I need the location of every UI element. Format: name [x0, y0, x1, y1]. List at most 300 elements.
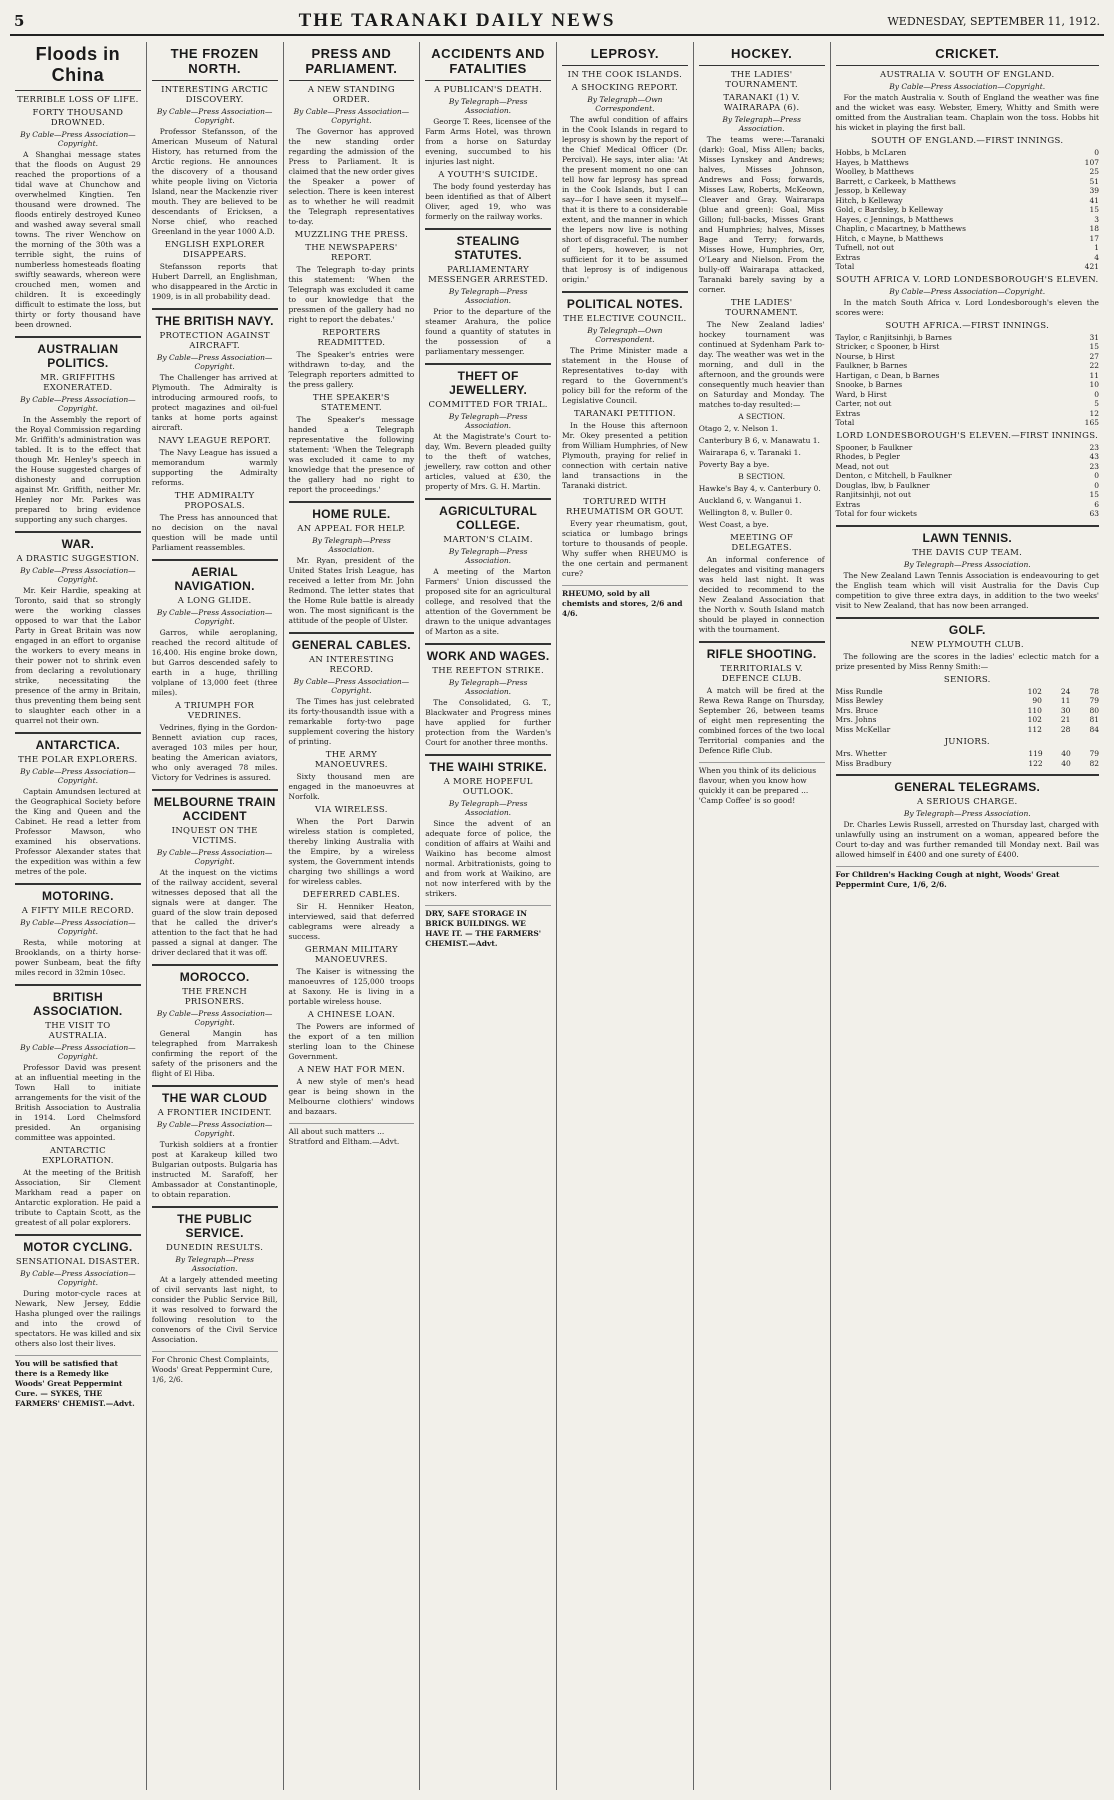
byline: By Cable—Press Association—Copyright. — [20, 1269, 136, 1287]
section-heading: MOTORING. — [15, 883, 141, 903]
article-body: At the meeting of the British Association, Sir Clement Markham read a paper on Antarctic exploration. He paid a tribute to Captain Scott, as the greatest of all polar explorers. — [15, 1168, 141, 1227]
article-train-accident — [152, 789, 278, 958]
score-name: Hayes, c Jennings, b Matthews — [835, 214, 954, 224]
article-australian-politics — [15, 336, 141, 525]
article-aerial-navigation — [152, 559, 278, 783]
score-name: Mrs. Whetter — [835, 749, 887, 758]
section-heading: BRITISH ASSOCIATION. — [15, 984, 141, 1018]
score-value: 40 — [1061, 749, 1071, 758]
score-row — [836, 234, 1100, 244]
article-body: For the match Australia v. South of England the weather was fine and the wicket was easy. Webster, Emery, Whitty and Smith were omitted from the Australian team. Chaplain won the toss. Hobbs hit his wicket in playing the first ball. — [835, 93, 1099, 132]
article-body: The teams were:—Taranaki (dark): Goal, Miss Allen; backs, Misses Lynskey and Andrews; halves, Misses Johnson, Andrews and Foss; forwards, Misses Law, Roberts, McKeown, Cleaver and Gray. Wairarapa (blue and green): Goal, Miss Gillon; full-backs, Misses Grant and Humphries; halves, Misses Bage and Terry; forwards, Misses Howe, Humphries, Orr, O'Leary and Nielson. From the bully-off Wairarapa attacked, Taranaki barely saving by a corner. — [698, 135, 825, 294]
article-body: A match will be fired at the Rewa Rewa Range on Thursday, September 26, between teams of eight men representing the combined forces of the two local Territorial companies and the Defence Rifle Club. — [698, 686, 825, 755]
advertisement: For Children's Hacking Cough at night, Woods' Great Peppermint Cure, 1/6, 2/6. — [836, 866, 1100, 890]
score-row — [836, 481, 1100, 491]
section-heading: MOROCCO. — [152, 964, 278, 984]
score-name: Hayes, b Matthews — [835, 157, 909, 167]
score-value: 102 — [1027, 715, 1042, 724]
score-value: 22 — [1089, 361, 1099, 370]
score-row — [836, 725, 1100, 735]
score-value: 90 — [1032, 696, 1042, 705]
column-heading: LEPROSY. — [562, 42, 688, 66]
score-name: Gold, c Bardsley, b Kelleway — [835, 205, 944, 214]
article-british-association — [15, 984, 141, 1228]
section-heading: THE BRITISH NAVY. — [152, 308, 278, 328]
scorecard-title: LORD LONDESBOROUGH'S ELEVEN.—FIRST INNINGS. — [836, 430, 1099, 441]
section-heading: AGRICULTURAL COLLEGE. — [425, 498, 551, 532]
subheading: MR. GRIFFITHS EXONERATED. — [40, 373, 116, 393]
section-heading: ANTARCTICA. — [15, 732, 141, 752]
article-hockey — [699, 70, 825, 635]
score-row — [836, 215, 1100, 225]
results-list — [699, 412, 825, 530]
score-value: 15 — [1089, 490, 1099, 499]
score-name: Hobbs, b McLaren — [835, 148, 907, 157]
score-name: Denton, c Mitchell, b Faulkner — [835, 471, 952, 480]
article-body: The New Zealand ladies' hockey tournament was continued at Sydenham Park to-day. The weather was wet in the morning, and dull in the afternoon, and the grounds were consequently much heavier than on Saturday and Monday. The matches to-day resulted:— — [698, 320, 825, 409]
subheading: A NEW STANDING ORDER. — [307, 85, 395, 105]
subheading: A YOUTH'S SUICIDE. — [438, 170, 539, 180]
section-heading: WAR. — [15, 531, 141, 551]
subheading: A CHINESE LOAN. — [307, 1010, 396, 1020]
section-heading: MELBOURNE TRAIN ACCIDENT — [152, 789, 278, 823]
article-body: The Governor has approved the new standing order regarding the admission of the Press to Parliament. It is claimed that the new order gives the Speaker a power of selection. There is keen interest as to whether he will readmit the Telegraph representatives to-day. — [288, 127, 415, 226]
subheading: A PUBLICAN'S DEATH. — [434, 85, 543, 95]
byline: By Cable—Press Association—Copyright. — [156, 1009, 273, 1027]
article-body: George T. Rees, licensee of the Farm Arms Hotel, was thrown from a horse on Saturday evening, succumbed to his injuries last night. — [425, 117, 551, 166]
article-body: Mr. Ryan, president of the United States Irish League, has received a letter from Mr. John Redmond. The letter states that the Home Rule battle is already won. The most significant is the attitude of the people of Ulster. — [288, 556, 415, 625]
score-value: 15 — [1089, 342, 1099, 351]
article-body: The Press has announced that no decision on the naval question will be made until Parliament reassembles. — [151, 513, 278, 552]
subheading: MARTON'S CLAIM. — [443, 535, 533, 545]
score-value: 43 — [1089, 452, 1099, 461]
score-value: 107 — [1084, 157, 1099, 167]
byline: By Telegraph—Press Association. — [448, 799, 528, 817]
byline: By Telegraph—Press Association. — [903, 809, 1031, 818]
score-row — [836, 500, 1100, 510]
result-line: Poverty Bay a bye. — [698, 460, 770, 469]
byline: By Cable—Press Association—Copyright. — [156, 353, 273, 371]
score-value: 21 — [1060, 715, 1071, 724]
golf-scores-table — [836, 687, 1100, 735]
advertisement: You will be satisfied that there is a Remedy like Woods' Great Peppermint Cure. — SYKES, THE FARMERS' CHEMIST.—Advt. — [15, 1355, 141, 1409]
byline: By Telegraph—Own Correspondent. — [587, 326, 663, 344]
score-row — [836, 333, 1100, 343]
score-value: 25 — [1089, 167, 1099, 176]
score-value: 82 — [1089, 758, 1099, 768]
score-name: Mrs. Bruce — [835, 705, 878, 715]
score-row — [836, 262, 1100, 272]
score-name: Ranjitsinhji, not out — [835, 490, 911, 499]
masthead — [10, 8, 1104, 36]
score-row — [836, 490, 1100, 500]
section-heading: THE PUBLIC SERVICE. — [152, 1206, 278, 1240]
article-body: At the inquest on the victims of the railway accident, several witnesses deposed that all the signals were at danger. The guard of the slow train deposed that he called the driver's attention to the fact that he had passed a signal at danger. The driver declared that it was off. — [151, 868, 278, 957]
article-body: The Powers are informed of the export of a ten million sterling loan to the Chinese Government. — [288, 1022, 415, 1061]
section-heading: STEALING STATUTES. — [425, 228, 551, 262]
score-name: Hitch, b Kelleway — [835, 195, 903, 205]
score-row — [836, 409, 1100, 419]
byline: By Cable—Press Association—Copyright. — [889, 286, 1046, 296]
article-frozen-north — [152, 85, 278, 302]
article-body: Garros, while aeroplaning, reached the record altitude of 16,400. His engine broke down, but Garros descended safely to earth in a huge, thrilling volplane of 13,000 feet (three miles). — [151, 628, 278, 697]
article-antarctica — [15, 732, 141, 877]
score-row — [836, 462, 1100, 472]
subheading: AN APPEAL FOR HELP. — [297, 524, 406, 534]
score-value: 11 — [1060, 696, 1071, 705]
score-row — [836, 443, 1100, 453]
column-heading: HOCKEY. — [699, 42, 825, 66]
score-row — [836, 390, 1100, 400]
article-morocco — [152, 964, 278, 1079]
score-value: 79 — [1089, 749, 1099, 758]
score-row — [836, 224, 1100, 234]
section-heading: THEFT OF JEWELLERY. — [425, 363, 551, 397]
advertisement: All about such matters ... Stratford and Eltham.—Advt. — [289, 1123, 415, 1147]
score-value: 12 — [1089, 408, 1099, 418]
scorecard-title: SOUTH AFRICA.—FIRST INNINGS. — [885, 320, 1050, 331]
score-value: 27 — [1089, 351, 1099, 361]
result-line: B SECTION. — [738, 472, 786, 481]
score-value: 5 — [1094, 399, 1099, 408]
score-value: 18 — [1089, 224, 1099, 233]
subheading: TERRIBLE LOSS OF LIFE. — [17, 95, 139, 105]
score-name: Miss Bradbury — [835, 758, 892, 768]
score-value: 51 — [1089, 176, 1099, 186]
subheading: AUSTRALIA V. SOUTH OF ENGLAND. — [880, 70, 1055, 80]
subheading: THE FRENCH PRISONERS. — [182, 987, 248, 1007]
byline: By Telegraph—Press Association. — [448, 412, 528, 430]
score-value: 28 — [1060, 724, 1071, 734]
subheading: ANTARCTIC EXPLORATION. — [41, 1146, 114, 1166]
article-body: The New Zealand Lawn Tennis Association is endeavouring to get the English team which will visit Australia for the Davis Cup competition to give three extra days, in addition to the two weeks' visit to New Zealand, that has now been arranged. — [835, 570, 1099, 610]
article-body: When the Port Darwin wireless station is completed, thereby linking Australia with the Empire, by a wireless system, the Government intends charging two shillings a word for wireless cables. — [288, 817, 415, 886]
subheading: THE LADIES' TOURNAMENT. — [725, 70, 798, 90]
subheading: PROTECTION AGAINST AIRCRAFT. — [159, 331, 270, 351]
score-name: Hartigan, c Dean, b Barnes — [835, 370, 940, 380]
subheading: THE ARMY MANOEUVRES. — [314, 750, 388, 770]
score-name: Mrs. Johns — [835, 715, 877, 724]
article-general-telegrams — [836, 774, 1100, 860]
score-value: 78 — [1089, 686, 1099, 696]
score-name: Faulkner, b Barnes — [835, 361, 908, 370]
article-motoring — [15, 883, 141, 978]
score-row — [836, 177, 1100, 187]
score-value: 23 — [1089, 461, 1099, 471]
score-row — [836, 186, 1100, 196]
section-heading: THE WAIHI STRIKE. — [425, 754, 551, 774]
score-row — [836, 380, 1100, 390]
score-value: 0 — [1094, 389, 1099, 399]
article-body: Resta, while motoring at Brooklands, on a thirty horse-power Sunbeam, beat the fifty miles record in 32min 10sec. — [15, 938, 141, 977]
section-heading: LAWN TENNIS. — [836, 525, 1100, 545]
score-name: Carter, not out — [835, 399, 892, 408]
article-body: An informal conference of delegates and visiting managers was held last night. It was decided to recommend to the New Zealand Association that the North v. South Island match should be played in connection with the tournament. — [698, 555, 825, 634]
subheading: VIA WIRELESS. — [315, 805, 388, 815]
subheading: INTERESTING ARCTIC DISCOVERY. — [161, 85, 269, 105]
result-line: West Coast, a bye. — [698, 520, 769, 529]
score-value: 122 — [1028, 758, 1043, 768]
article-body: Captain Amundsen lectured at the Geographical Society before the King and Queen and the Cabinet. He read a letter from Professor Mawson, who examined his observations. Professor Alexander states that the expedition was within a few metres of the pole. — [15, 787, 141, 876]
article-general-cables — [289, 632, 415, 1117]
subheading: A MORE HOPEFUL OUTLOOK. — [443, 777, 533, 797]
subheading: AN INTERESTING RECORD. — [308, 655, 394, 675]
article-agricultural-college — [425, 498, 551, 637]
article-body: The Speaker's entries were withdrawn to-day, and the Telegraph reporters admitted to the press gallery. — [288, 350, 415, 389]
page-number: 5 — [14, 12, 25, 30]
score-value: 84 — [1089, 724, 1099, 734]
article-body: The Consolidated, G. T., Blackwater and Progress mines have applied for further protection from the Warden's Court for another three months. — [425, 698, 551, 747]
article-lawn-tennis — [836, 525, 1100, 611]
article-body: During motor-cycle races at Newark, New Jersey, Eddie Hasha plunged over the railings and into the crowd of spectators. He was killed and six others also lost their lives. — [15, 1289, 141, 1348]
article-body: Vedrines, flying in the Gordon-Bennett aviation cup races, averaged 103 miles per hour, beating the American aviators, who only averaged 78 miles. Victory for Vedrines is assured. — [151, 723, 278, 782]
byline: By Telegraph—Press Association. — [448, 97, 528, 115]
score-name: Barrett, c Carkeek, b Matthews — [835, 176, 956, 186]
byline: By Cable—Press Association—Copyright. — [156, 107, 273, 125]
subheading: SENSATIONAL DISASTER. — [15, 1257, 140, 1267]
advertisement: When you think of its delicious flavour, when you know how quickly it can be prepared ... 'Camp Coffee' is so good! — [699, 762, 825, 806]
byline: By Cable—Press Association—Copyright. — [20, 566, 136, 584]
subheading: THE VISIT TO AUSTRALIA. — [45, 1021, 111, 1041]
byline: By Cable—Press Association—Copyright. — [156, 1120, 273, 1138]
score-value: 110 — [1027, 705, 1042, 715]
subheading: A SHOCKING REPORT. — [571, 83, 678, 93]
column-5 — [557, 42, 694, 1790]
article-body: Professor David was present at an influential meeting in the Town Hall to initiate arrangements for the visit of the British Association to Australia in 1914. Lord Chelmsford presided. An organising committee was appointed. — [15, 1063, 141, 1142]
score-row — [836, 342, 1100, 352]
subheading: THE DAVIS CUP TEAM. — [912, 547, 1023, 558]
byline: By Cable—Press Association—Copyright. — [20, 130, 136, 148]
result-line: Canterbury B 6, v. Manawatu 1. — [698, 436, 820, 445]
article-body: The Telegraph to-day prints this statement: 'When the Telegraph was excluded it came to our knowledge that the pressmen of the gallery had no right to report the debates.' — [288, 265, 415, 324]
section-heading: THE WAR CLOUD — [152, 1085, 278, 1105]
section-heading: HOME RULE. — [289, 501, 415, 521]
score-name: Ward, b Hirst — [835, 389, 887, 399]
section-heading: RIFLE SHOOTING. — [699, 641, 825, 661]
score-row — [836, 687, 1100, 697]
score-row — [836, 352, 1100, 362]
result-line: Otago 2, v. Nelson 1. — [698, 424, 778, 433]
subheading: THE NEWSPAPERS' REPORT. — [305, 243, 398, 263]
score-row — [836, 759, 1100, 769]
score-name: Rhodes, b Pegler — [835, 452, 900, 461]
score-value: 0 — [1094, 471, 1099, 480]
byline: By Cable—Press Association—Copyright. — [20, 767, 136, 785]
article-body: The Challenger has arrived at Plymouth. The Admiralty is introducing armoured roofs, to protect magazines and oil-fuel tanks at home ports against aircraft. — [151, 373, 278, 432]
subheading: TARANAKI PETITION. — [573, 409, 676, 419]
subheading: A TRIUMPH FOR VEDRINES. — [175, 701, 255, 721]
subheading: COMMITTED FOR TRIAL. — [428, 400, 548, 410]
subheading: NAVY LEAGUE REPORT. — [158, 436, 272, 446]
subheading: DEFERRED CABLES. — [302, 890, 401, 900]
score-value: 17 — [1089, 233, 1099, 243]
score-value: 112 — [1027, 724, 1042, 734]
article-body: Turkish soldiers at a frontier post at Karakeup killed two Bulgarian outposts. Bulgaria has instructed M. Sarafoff, her Ambassador at Constantinople, to obtain reparation. — [151, 1140, 278, 1199]
article-public-service — [152, 1206, 278, 1345]
score-value: 1 — [1094, 243, 1099, 252]
subheading: A NEW HAT FOR MEN. — [297, 1065, 405, 1075]
byline: By Telegraph—Press Association. — [448, 287, 528, 305]
score-value: 81 — [1089, 715, 1099, 724]
section-heading: WORK AND WAGES. — [425, 643, 551, 663]
score-name: Douglas, lbw, b Faulkner — [835, 480, 930, 490]
section-heading: AERIAL NAVIGATION. — [152, 559, 278, 593]
column-7 — [831, 42, 1105, 1790]
byline: By Telegraph—Press Association. — [448, 547, 528, 565]
byline: By Telegraph—Own Correspondent. — [587, 95, 663, 113]
score-value: 11 — [1089, 370, 1099, 380]
byline: By Telegraph—Press Association. — [722, 115, 801, 133]
byline: By Cable—Press Association—Copyright. — [20, 918, 136, 936]
article-body: Since the advent of an adequate force of police, the condition of affairs at Waihi and Waikino has become almost normal. Arbitrationists, going to and from work at Waikino, are not now interfered with by the strikers. — [425, 819, 551, 898]
score-name: Mead, not out — [835, 461, 889, 471]
score-name: Extras — [835, 499, 861, 509]
article-body: A Shanghai message states that the floods on August 29 reached the proportions of a tidal wave at Chunchow and overwhelmed Kingtien. Ten thousand were drowned. The floods entirely destroyed Kuneo and washed away several small towns. The river Wenchow on the morning of the 30th was a terrible sight, the ruins of numberless homesteads floating swiftly seawards, whereon were crouched men, women and children. It is exceedingly difficult to estimate the loss, but thirty or forty thousand have been drowned. — [15, 150, 141, 329]
score-row — [836, 196, 1100, 206]
score-row — [836, 253, 1100, 263]
scorecard-table — [836, 148, 1100, 272]
byline: By Telegraph—Press Association. — [903, 559, 1031, 569]
scorecard-title: SENIORS. — [943, 674, 991, 685]
score-value: 421 — [1084, 262, 1099, 271]
score-value: 4 — [1094, 252, 1099, 262]
score-name: Total for four wickets — [835, 509, 917, 518]
subheading: THE ADMIRALTY PROPOSALS. — [174, 491, 255, 511]
byline: By Telegraph—Press Association. — [175, 1255, 254, 1273]
subheading: TERRITORIALS V. DEFENCE CLUB. — [720, 664, 803, 684]
subheading: FORTY THOUSAND DROWNED. — [32, 108, 124, 128]
article-body: A meeting of the Marton Farmers' Union discussed the proposed site for an agricultural college, and resolved that the attention of the Government be drawn to the unique advantages of Marton as a site. — [425, 567, 551, 636]
score-name: Taylor, c Ranjitsinhji, b Barnes — [835, 332, 952, 342]
article-body: The Kaiser is witnessing the manoeuvres of 125,000 troops at Saxony. He is living in a portable wireless house. — [288, 967, 415, 1006]
article-body: Every year rheumatism, gout, sciatica or lumbago brings torture to thousands of people. Why suffer when RHEUMO is the one certain and permanent cure? — [562, 519, 688, 578]
score-value: 0 — [1094, 148, 1099, 157]
score-value: 41 — [1089, 195, 1099, 205]
article-body: In the House this afternoon Mr. Okey presented a petition from William Humphries, of New Plymouth, praying for relief in connection with certain native land transactions in the Taranaki district. — [562, 421, 688, 490]
score-value: 23 — [1089, 442, 1099, 452]
byline: By Telegraph—Press Association. — [448, 678, 528, 696]
article-war-cloud — [152, 1085, 278, 1200]
advertisement: RHEUMO, sold by all chemists and stores, 2/6 and 4/6. — [562, 585, 688, 619]
article-accidents — [425, 85, 551, 222]
article-body: A new style of men's head gear is being shown in the Melbourne clothiers' windows and bazaars. — [288, 1077, 415, 1116]
scorecard-table — [836, 443, 1100, 519]
score-row — [836, 148, 1100, 158]
subheading: NEW PLYMOUTH CLUB. — [910, 639, 1024, 650]
article-body: The Prime Minister made a statement in the House of Representatives to-day with regard to the Government's policy bill for the reform of the Legislative Council. — [562, 346, 688, 405]
article-body: Sir H. Henniker Heaton, interviewed, said that deferred cablegrams were already a success. — [288, 902, 415, 941]
column-heading: CRICKET. — [836, 42, 1100, 66]
article-home-rule — [289, 501, 415, 626]
subheading: A SERIOUS CHARGE. — [916, 797, 1018, 807]
scorecard-title: SOUTH OF ENGLAND.—FIRST INNINGS. — [871, 136, 1064, 146]
score-row — [836, 509, 1100, 519]
column-2 — [147, 42, 284, 1790]
article-body: The awful condition of affairs in the Cook Islands in regard to leprosy is shown by the report of the Chief Medical Officer (Dr. Percival). He says, inter alia: 'At the present moment no one can tell how far leprosy has spread in the Cook Islands, but I can say—for I have seen it myself—that it is there to a considerable extent, and the manner in which the lepers now live is nothing short of disgraceful. The number of lepers, however, is not sufficient for it to be assumed that leprosy is of indigenous origin.' — [562, 115, 688, 284]
subheading: DUNEDIN RESULTS. — [166, 1243, 264, 1253]
score-value: 40 — [1061, 758, 1071, 768]
article-body: Mr. Keir Hardie, speaking at Toronto, said that so strongly were the working classes opposed to war that the Labor Party in Great Britain was now engaged in an effort to organise the workers to every means in their power not to shrink even from declaring a revolutionary strike, necessitating the presence of the army in Britain, thus preventing them being sent to slaughter each other in a quarrel not their own. — [15, 586, 141, 725]
article-body: In the match South Africa v. Lord Londesborough's eleven the scores were: — [835, 297, 1099, 317]
column-heading: THE FROZEN NORTH. — [152, 42, 278, 81]
byline: By Cable—Press Association—Copyright. — [293, 107, 410, 125]
score-row — [836, 243, 1100, 253]
score-value: 3 — [1094, 214, 1099, 224]
issue-date: WEDNESDAY, SEPTEMBER 11, 1912. — [887, 14, 1100, 28]
subheading: A FIFTY MILE RECORD. — [21, 906, 135, 916]
byline: By Cable—Press Association—Copyright. — [156, 848, 273, 866]
golf-scores-table — [836, 749, 1100, 768]
score-row — [836, 418, 1100, 428]
article-theft-jewellery — [425, 363, 551, 492]
section-heading: MOTOR CYCLING. — [15, 1234, 141, 1254]
advertisement: For Chronic Chest Complaints, Woods' Great Peppermint Cure, 1/6, 2/6. — [152, 1351, 278, 1385]
result-line: A SECTION. — [738, 412, 785, 421]
score-row — [836, 158, 1100, 168]
column-4 — [420, 42, 557, 1790]
byline: By Cable—Press Association—Copyright. — [889, 82, 1046, 91]
article-body: The Navy League has issued a memorandum warmly supporting the Admiralty reforms. — [151, 448, 278, 487]
score-value: 30 — [1060, 705, 1071, 715]
score-value: 79 — [1089, 696, 1099, 705]
score-value: 15 — [1089, 205, 1099, 214]
subheading: TARANAKI (1) V. WAIRARAPA (6). — [723, 93, 800, 113]
score-row — [836, 715, 1100, 725]
article-motor-cycling — [15, 1234, 141, 1349]
article-body: Dr. Charles Lewis Russell, arrested on Thursday last, charged with unlawfully using an instrument on a woman, appeared before the Court to-day and was further remanded till Monday next. Bail was allowed himself in £400 and one surety of £400. — [835, 820, 1099, 859]
score-name: Hitch, c Mayne, b Matthews — [835, 233, 944, 243]
score-name: Extras — [835, 252, 861, 262]
byline: By Cable—Press Association—Copyright. — [293, 677, 410, 695]
section-heading: GENERAL CABLES. — [289, 632, 415, 652]
byline: By Cable—Press Association—Copyright. — [20, 395, 136, 413]
score-value: 165 — [1084, 418, 1099, 427]
section-heading: GOLF. — [836, 617, 1100, 637]
column-heading: Floods in China — [15, 42, 141, 91]
column-heading: ACCIDENTS AND FATALITIES — [425, 42, 551, 81]
score-name: Snooke, b Barnes — [835, 380, 903, 389]
score-row — [836, 749, 1100, 759]
score-name: Tufnell, not out — [835, 243, 895, 252]
subheading: A DRASTIC SUGGESTION. — [16, 554, 140, 564]
result-line: Hawke's Bay 4, v. Canterbury 0. — [698, 484, 821, 493]
column-6 — [694, 42, 831, 1790]
subheading: THE ELECTIVE COUNCIL. — [563, 314, 687, 324]
score-name: Woolley, b Matthews — [835, 167, 914, 176]
article-war — [15, 531, 141, 726]
result-line: Wellington 8, v. Buller 0. — [698, 508, 793, 517]
article-floods — [15, 95, 141, 330]
result-line: Wairarapa 6, v. Taranaki 1. — [698, 448, 801, 457]
article-leprosy — [562, 70, 688, 285]
score-value: 102 — [1027, 686, 1042, 696]
score-name: Extras — [835, 408, 861, 418]
score-value: 63 — [1089, 509, 1099, 518]
byline: By Cable—Press Association—Copyright. — [156, 608, 273, 626]
subheading: THE LADIES' TOURNAMENT. — [725, 298, 798, 318]
score-value: 24 — [1060, 686, 1071, 696]
byline: By Cable—Press Association—Copyright. — [20, 1043, 136, 1061]
subheading: GERMAN MILITARY MANOEUVRES. — [304, 945, 398, 965]
result-line: Auckland 6, v. Wanganui 1. — [698, 496, 802, 505]
byline: By Telegraph—Press Association. — [312, 536, 391, 554]
column-1 — [10, 42, 147, 1790]
subheading: THE SPEAKER'S STATEMENT. — [312, 393, 390, 413]
article-body: Prior to the departure of the steamer Arahura, the police found a quantity of statutes in the possession of a parliamentary messenger. — [425, 307, 551, 356]
article-golf — [836, 617, 1100, 769]
scorecard-table — [836, 333, 1100, 428]
article-body: The Times has just celebrated its forty-thousandth issue with a remarkable forty-two page supplement covering the history of printing. — [288, 697, 415, 746]
